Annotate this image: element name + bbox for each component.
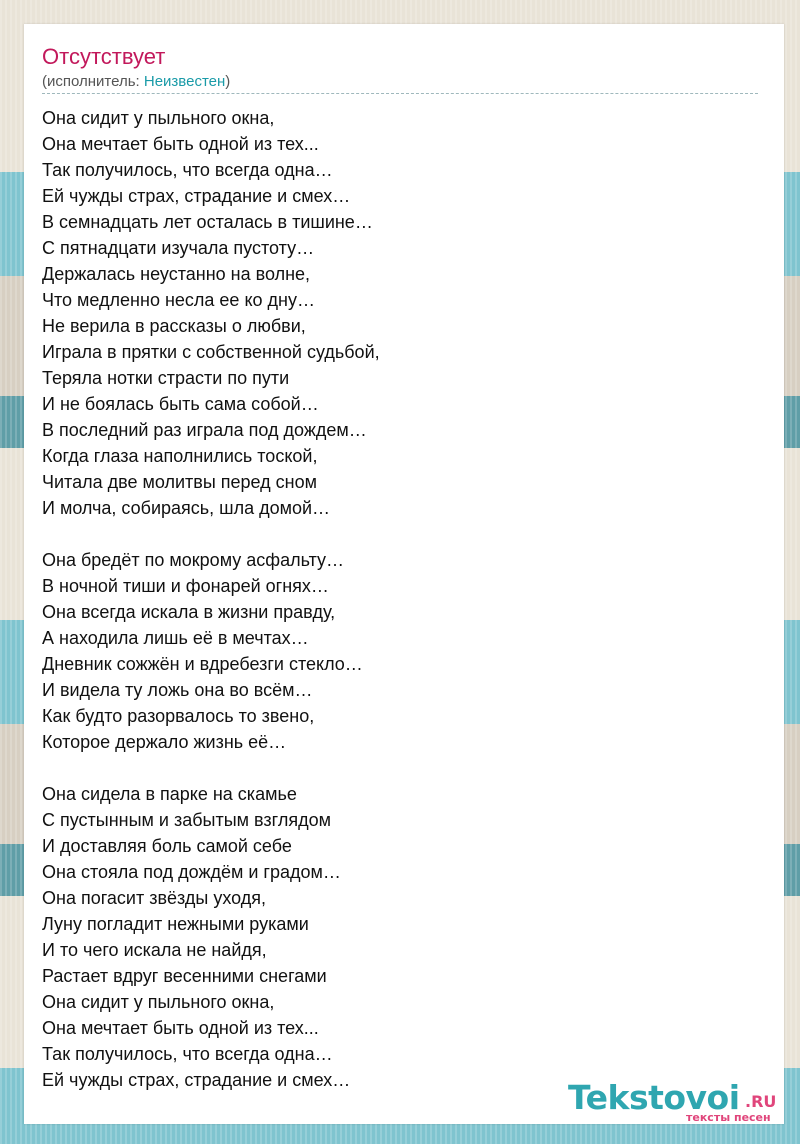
stanza-gap — [42, 755, 762, 781]
lyric-line: Дневник сожжён и вдребезги стекло… — [42, 654, 363, 674]
stanza-gap — [42, 521, 762, 547]
lyric-line: А находила лишь её в мечтах… — [42, 628, 309, 648]
lyric-line: И доставляя боль самой себе — [42, 836, 292, 856]
lyric-line: Которое держало жизнь её… — [42, 732, 287, 752]
lyrics-body — [42, 105, 762, 1093]
lyric-line: Не верила в рассказы о любви, — [42, 316, 306, 336]
lyric-line: Теряла нотки страсти по пути — [42, 368, 290, 388]
title-divider — [42, 93, 758, 94]
logo-tagline: тексты песен — [686, 1111, 771, 1124]
lyric-line: С пустынным и забытым взглядом — [42, 810, 331, 830]
lyric-line: Так получилось, что всегда одна… — [42, 160, 333, 180]
song-title: Отсутствует — [42, 44, 166, 69]
lyric-line: Она мечтает быть одной из тех... — [42, 1018, 319, 1038]
lyric-line: С пятнадцати изучала пустоту… — [42, 238, 315, 258]
lyric-line: Она сидит у пыльного окна, — [42, 108, 275, 128]
lyric-line: Так получилось, что всегда одна… — [42, 1044, 333, 1064]
lyric-line: В семнадцать лет осталась в тишине… — [42, 212, 373, 232]
lyric-line: Как будто разорвалось то звено, — [42, 706, 315, 726]
lyric-line: В ночной тиши и фонарей огнях… — [42, 576, 329, 596]
lyric-line: Она бредёт по мокрому асфальту… — [42, 550, 345, 570]
lyric-line: Играла в прятки с собственной судьбой, — [42, 342, 380, 362]
lyric-line: Когда глаза наполнились тоской, — [42, 446, 318, 466]
lyric-line: И то чего искала не найдя, — [42, 940, 267, 960]
lyric-line: Луну погладит нежными руками — [42, 914, 309, 934]
lyric-line: Она погасит звёзды уходя, — [42, 888, 266, 908]
lyric-line: Ей чужды страх, страдание и смех… — [42, 1070, 351, 1090]
lyric-line: Что медленно несла ее ко дну… — [42, 290, 315, 310]
site-logo[interactable] — [568, 1080, 778, 1124]
lyric-line: Она стояла под дождём и градом… — [42, 862, 341, 882]
artist-suffix: ) — [225, 73, 231, 90]
logo-wordmark: Tekstovoi — [568, 1078, 740, 1117]
logo-domain: .RU — [745, 1092, 777, 1111]
lyric-line: Растает вдруг весенними снегами — [42, 966, 327, 986]
lyric-line: Она всегда искала в жизни правду, — [42, 602, 336, 622]
lyrics-sheet — [24, 24, 784, 1124]
lyric-line: И не боялась быть сама собой… — [42, 394, 319, 414]
artist-line — [42, 73, 230, 91]
artist-prefix: (исполнитель: — [42, 73, 144, 90]
lyric-line: Она сидит у пыльного окна, — [42, 992, 275, 1012]
lyric-line: И видела ту ложь она во всём… — [42, 680, 313, 700]
artist-link[interactable]: Неизвестен — [143, 73, 226, 90]
lyric-line: Она мечтает быть одной из тех... — [42, 134, 319, 154]
lyric-line: В последний раз играла под дождем… — [42, 420, 367, 440]
lyric-line: Держалась неустанно на волне, — [42, 264, 311, 284]
lyric-line: Читала две молитвы перед сном — [42, 472, 318, 492]
lyric-line: И молча, собираясь, шла домой… — [42, 498, 331, 518]
lyric-line: Она сидела в парке на скамье — [42, 784, 297, 804]
lyric-line: Ей чужды страх, страдание и смех… — [42, 186, 351, 206]
